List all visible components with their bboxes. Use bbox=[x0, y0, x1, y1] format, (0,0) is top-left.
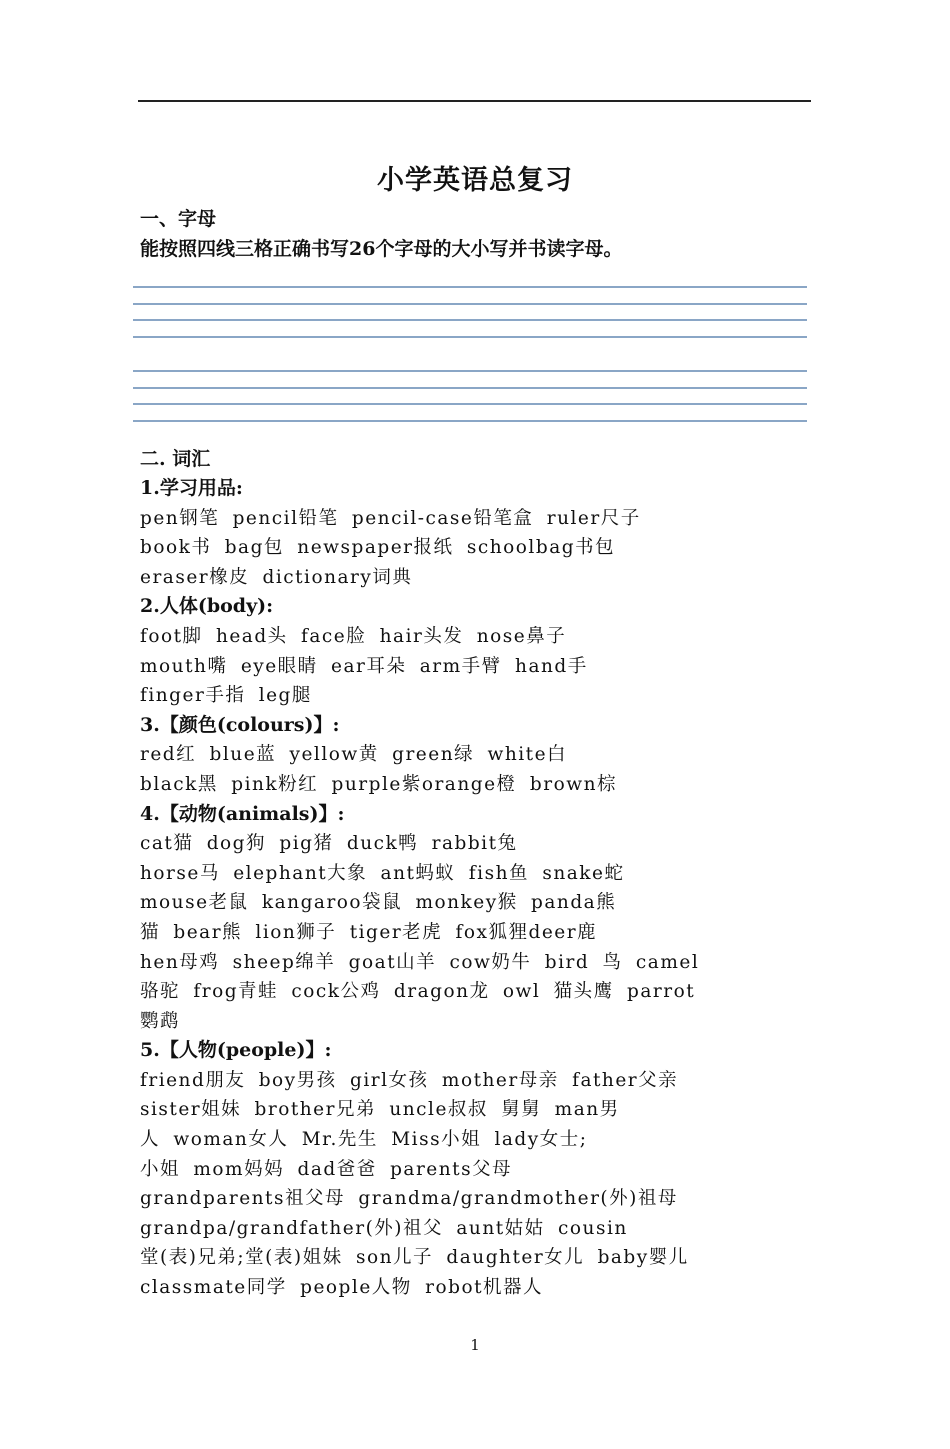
word-line: 鹦鹉 bbox=[140, 1010, 181, 1032]
word-line: 堂(表)兄弟;堂(表)姐妹 son儿子 daughter女儿 baby婴儿 bbox=[140, 1247, 689, 1269]
category-label-colours: 3.【颜色(colours)】: bbox=[140, 713, 340, 736]
word-line: 小姐 mom妈妈 dad爸爸 parents父母 bbox=[140, 1158, 513, 1180]
word-line: eraser橡皮 dictionary词典 bbox=[140, 566, 413, 588]
letters-instruction: 能按照四线三格正确书写26个字母的大小写并书读字母。 bbox=[140, 238, 623, 260]
page-number: 1 bbox=[470, 1336, 480, 1354]
word-line: foot脚 head头 face脸 hair头发 nose鼻子 bbox=[140, 625, 567, 647]
word-line: 猫 bear熊 lion狮子 tiger老虎 fox狐狸deer鹿 bbox=[140, 921, 598, 943]
word-line: grandpa/grandfather(外)祖父 aunt姑姑 cousin bbox=[140, 1217, 628, 1239]
word-line: horse马 elephant大象 ant蚂蚁 fish鱼 snake蛇 bbox=[140, 862, 625, 884]
word-line: 骆驼 frog青蛙 cock公鸡 dragon龙 owl 猫头鹰 parrot bbox=[140, 981, 696, 1003]
category-label-animals: 4.【动物(animals)】: bbox=[140, 802, 345, 825]
grid-line bbox=[133, 319, 807, 321]
grid-line bbox=[133, 303, 807, 305]
grid-line bbox=[133, 387, 807, 389]
page-title: 小学英语总复习 bbox=[377, 165, 573, 196]
word-line: sister姐妹 brother兄弟 uncle叔叔 舅舅 man男 bbox=[140, 1099, 620, 1121]
word-line: red红 blue蓝 yellow黄 green绿 white白 bbox=[140, 744, 568, 766]
grid-line bbox=[133, 370, 807, 372]
category-label-school-supplies: 1.学习用品: bbox=[140, 477, 243, 499]
section-heading-vocabulary: 二. 词汇 bbox=[140, 448, 211, 470]
word-line: pen钢笔 pencil铅笔 pencil-case铅笔盒 ruler尺子 bbox=[140, 507, 641, 529]
section-vocabulary bbox=[140, 444, 808, 1303]
category-label-people: 5.【人物(people)】: bbox=[140, 1039, 332, 1062]
word-line: hen母鸡 sheep绵羊 goat山羊 cow奶牛 bird 鸟 camel bbox=[140, 951, 700, 973]
word-line: friend朋友 boy男孩 girl女孩 mother母亲 father父亲 bbox=[140, 1069, 679, 1091]
category-label-body: 2.人体(body): bbox=[140, 595, 274, 618]
word-line: finger手指 leg腿 bbox=[140, 685, 312, 707]
grid-line bbox=[133, 336, 807, 338]
word-line: mouth嘴 eye眼睛 ear耳朵 arm手臂 hand手 bbox=[140, 655, 588, 677]
word-line: book书 bag包 newspaper报纸 schoolbag书包 bbox=[140, 537, 616, 559]
header-rule bbox=[138, 100, 811, 102]
word-line: black黑 pink粉红 purple紫orange橙 brown棕 bbox=[140, 773, 617, 795]
word-line: 人 woman女人 Mr.先生 Miss小姐 lady女士; bbox=[140, 1129, 588, 1151]
section-heading-letters: 一、字母 bbox=[140, 208, 217, 230]
word-line: classmate同学 people人物 robot机器人 bbox=[140, 1277, 544, 1299]
grid-line bbox=[133, 420, 807, 422]
word-line: mouse老鼠 kangaroo袋鼠 monkey猴 panda熊 bbox=[140, 892, 617, 914]
word-line: grandparents祖父母 grandma/grandmother(外)祖母 bbox=[140, 1188, 678, 1210]
section-letters bbox=[140, 204, 808, 264]
grid-line bbox=[133, 286, 807, 288]
grid-line bbox=[133, 403, 807, 405]
word-line: cat猫 dog狗 pig猪 duck鸭 rabbit兔 bbox=[140, 833, 518, 855]
